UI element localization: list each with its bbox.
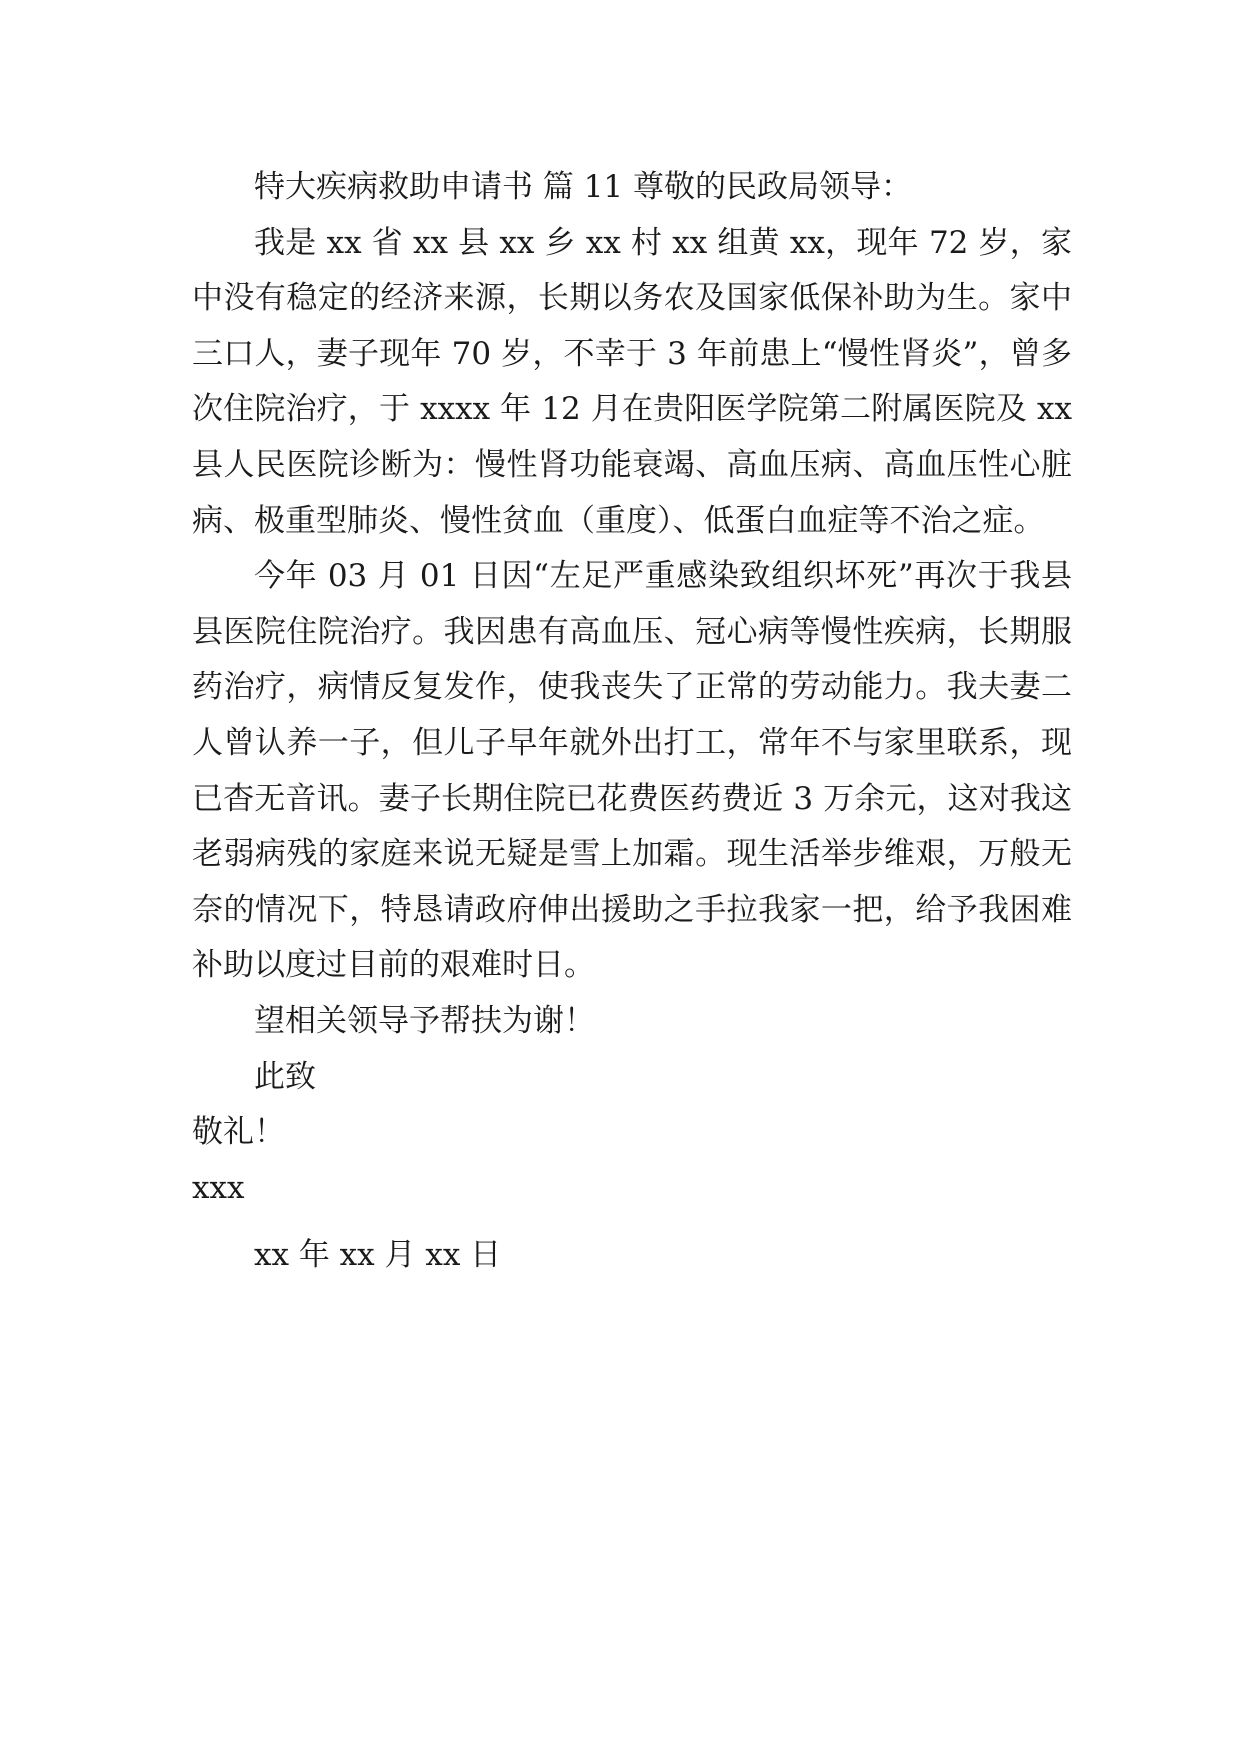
date: xx 年 xx 月 xx 日 [254, 1237, 502, 1274]
paragraph-hospitalization: 今年 03 月 01 日因“左足严重感染致组织坏死”再次于我县县医院住院治疗。我因患有高血压、冠心病等慢性疾病，长期服药治疗，病情反复发作，使我丧失了正常的劳动能力。我夫妻二人曾认养一子，但儿子早年就外出打工，常年不与家里联系，现已杳无音讯。妻子长期住院已花费医药费近 3 万余元，这对我这老弱病残的家庭来说无疑是雪上加霜。现生活举步维艰，万般无奈的情况下，特恳请政府伸出援助之手拉我家一把，给予我困难补助以度过目前的艰难时日。 [192, 558, 1072, 984]
paragraph-personal-situation: 我是 xx 省 xx 县 xx 乡 xx 村 xx 组黄 xx，现年 72 岁，家中没有稳定的经济来源，长期以务农及国家低保补助为生。家中三口人，妻子现年 70 岁，不幸于 3 年前患上“慢性肾炎”，曾多次住院治疗，于 xxxx 年 12 月在贵阳医学院第二附属医院及 xx 县人民医院诊断为：慢性肾功能衰竭、高血压病、高血压性心脏病、极重型肺炎、慢性贫血（重度）、低蛋白血症等不治之症。 [192, 224, 1072, 539]
closing: 此致 [254, 1058, 316, 1095]
letter-body [192, 160, 1072, 1284]
salutation: 敬礼！ [192, 1114, 285, 1151]
paragraph-thanks: 望相关领导予帮扶为谢！ [254, 1002, 595, 1039]
heading-line: 特大疾病救助申请书 篇 11 尊敬的民政局领导： [254, 169, 913, 205]
signature: xxx [192, 1169, 245, 1206]
